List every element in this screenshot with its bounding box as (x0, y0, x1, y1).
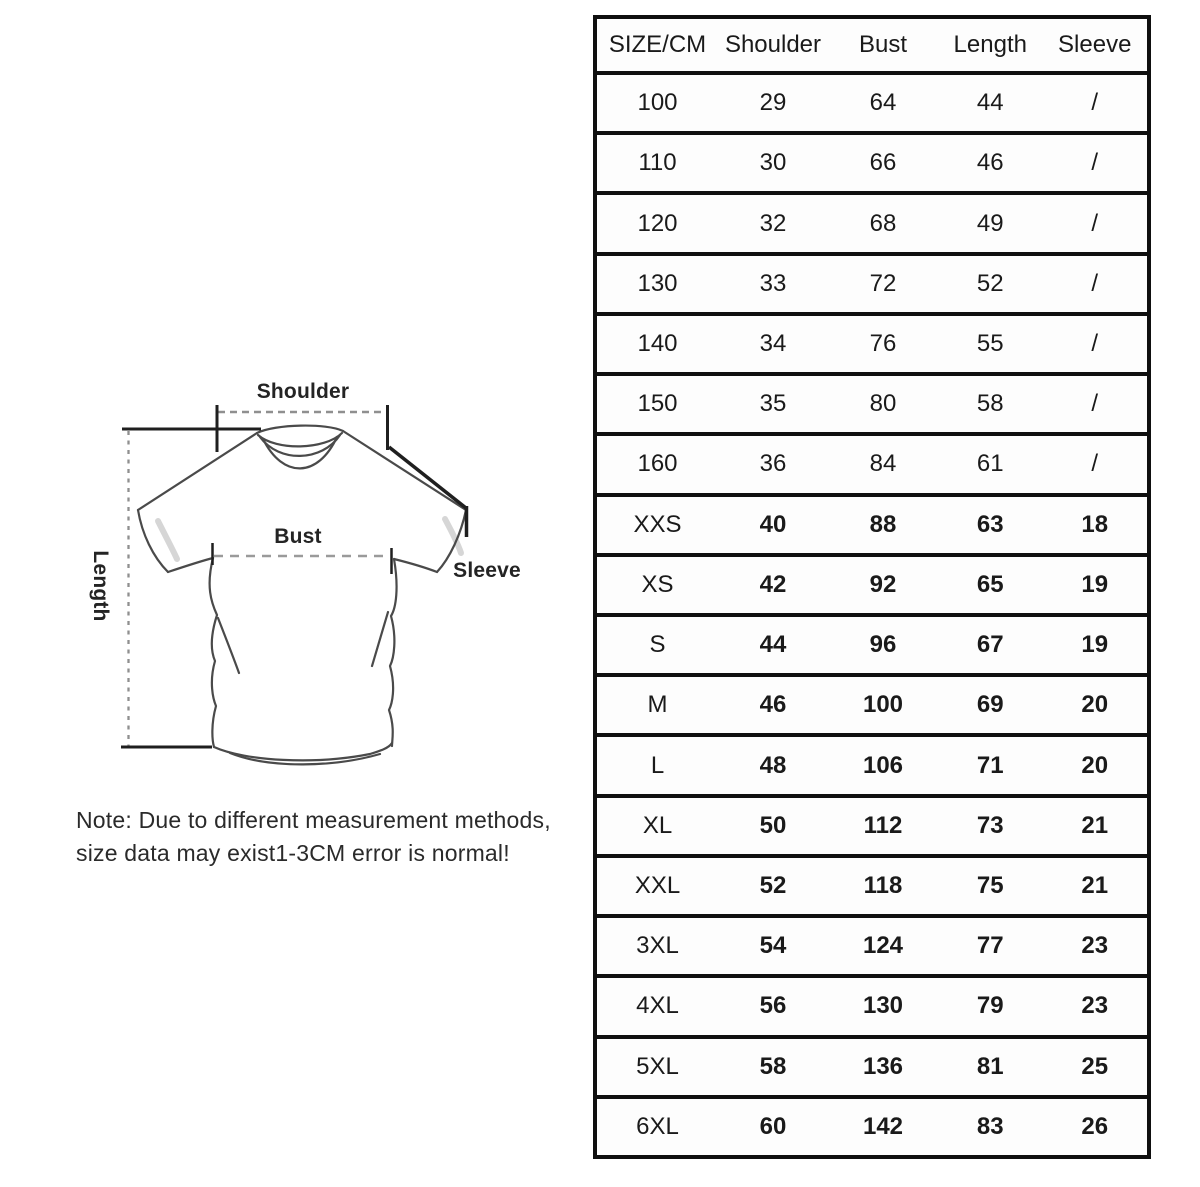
shoulder-cell: 52 (759, 871, 787, 899)
header-size: SIZE/CM (608, 31, 707, 58)
size-cell: XXS (633, 510, 682, 538)
sleeve-cell: 25 (1081, 1052, 1109, 1080)
measurement-note-line2: size data may exist1-3CM error is normal! (76, 840, 510, 866)
shoulder-cell: 50 (759, 811, 787, 839)
table-row-160 (597, 436, 1147, 496)
sleeve-cell: 18 (1081, 510, 1109, 538)
table-row-s (597, 617, 1147, 677)
length-cell: 75 (976, 871, 1004, 899)
size-cell: 4XL (636, 992, 679, 1020)
sleeve-cell: 19 (1081, 631, 1109, 659)
length-cell: 61 (976, 450, 1004, 478)
size-cell: L (650, 751, 665, 779)
sleeve-cell: 26 (1081, 1112, 1109, 1140)
table-row-120 (597, 195, 1147, 255)
size-table (593, 15, 1151, 1159)
shoulder-cell: 58 (759, 1052, 787, 1080)
sleeve-cell: / (1091, 209, 1099, 237)
bust-cell: 84 (869, 450, 897, 478)
shoulder-cell: 40 (759, 510, 787, 538)
sleeve-cell: / (1091, 329, 1099, 357)
bust-cell: 112 (863, 811, 903, 839)
sleeve-cell: / (1091, 149, 1099, 177)
shoulder-cell: 44 (759, 631, 787, 659)
length-cell: 49 (976, 209, 1004, 237)
size-cell: 150 (637, 390, 678, 418)
sleeve-label: Sleeve (453, 559, 521, 582)
sleeve-cell: 20 (1081, 751, 1109, 779)
header-bust: Bust (858, 31, 908, 58)
bust-cell: 92 (869, 570, 897, 598)
shoulder-label: Shoulder (256, 380, 350, 403)
sleeve-cell: 21 (1081, 871, 1109, 899)
size-cell: 3XL (636, 932, 679, 960)
header-length: Length (953, 31, 1027, 58)
shoulder-cell: 35 (759, 390, 787, 418)
length-cell: 81 (976, 1052, 1004, 1080)
table-row-100 (597, 75, 1147, 135)
size-cell: XL (642, 811, 673, 839)
size-cell: 140 (637, 329, 678, 357)
shoulder-cell: 30 (759, 149, 787, 177)
length-cell: 79 (976, 992, 1004, 1020)
shoulder-cell: 60 (759, 1112, 787, 1140)
size-cell: 120 (637, 209, 678, 237)
size-cell: XS (641, 570, 674, 598)
sleeve-cell: / (1091, 269, 1099, 297)
table-row-xxs (597, 497, 1147, 557)
bust-cell: 124 (862, 932, 904, 960)
sleeve-cell: 19 (1081, 570, 1109, 598)
bust-cell: 76 (869, 329, 897, 357)
bust-cell: 100 (862, 691, 904, 719)
bust-cell: 130 (862, 992, 904, 1020)
table-row-xl (597, 798, 1147, 858)
bust-cell: 106 (862, 751, 904, 779)
size-cell: 5XL (636, 1052, 679, 1080)
bust-cell: 68 (869, 209, 897, 237)
table-row-140 (597, 316, 1147, 376)
table-row-l (597, 737, 1147, 797)
sleeve-cell: / (1091, 390, 1099, 418)
size-cell: 160 (637, 450, 678, 478)
bust-cell: 118 (863, 871, 903, 899)
bust-cell: 142 (862, 1112, 904, 1140)
tshirt-outline (138, 426, 466, 765)
size-cell: M (647, 691, 668, 719)
table-row-4xl (597, 978, 1147, 1038)
table-row-5xl (597, 1039, 1147, 1099)
size-cell: 110 (638, 149, 677, 177)
length-cell: 65 (976, 570, 1004, 598)
header-sleeve: Sleeve (1058, 31, 1132, 58)
shoulder-cell: 42 (759, 570, 787, 598)
length-cell: 63 (976, 510, 1004, 538)
table-row-xs (597, 557, 1147, 617)
length-cell: 69 (976, 691, 1004, 719)
size-cell: S (649, 631, 666, 659)
size-cell: XXL (634, 871, 681, 899)
table-row-xxl (597, 858, 1147, 918)
shoulder-cell: 56 (759, 992, 787, 1020)
measurement-note (76, 804, 576, 870)
bust-cell: 96 (869, 631, 897, 659)
header-shoulder: Shoulder (724, 31, 822, 58)
bust-cell: 80 (869, 390, 897, 418)
bust-cell: 66 (869, 149, 897, 177)
shoulder-cell: 32 (759, 209, 787, 237)
bust-cell: 72 (869, 269, 897, 297)
size-cell: 100 (637, 89, 678, 117)
size-table-header (597, 19, 1147, 75)
sleeve-cell: 23 (1081, 932, 1109, 960)
length-cell: 77 (976, 932, 1004, 960)
shoulder-cell: 36 (759, 450, 787, 478)
shoulder-cell: 48 (759, 751, 787, 779)
sleeve-cell: / (1091, 450, 1099, 478)
size-cell: 6XL (636, 1112, 679, 1140)
length-cell: 52 (976, 269, 1004, 297)
length-cell: 44 (976, 89, 1004, 117)
table-row-130 (597, 256, 1147, 316)
shoulder-cell: 46 (759, 691, 787, 719)
bust-cell: 88 (869, 510, 897, 538)
length-cell: 73 (976, 811, 1004, 839)
length-cell: 46 (976, 149, 1004, 177)
length-cell: 58 (976, 390, 1004, 418)
bust-cell: 136 (862, 1052, 904, 1080)
bust-cell: 64 (869, 89, 897, 117)
shoulder-cell: 29 (759, 89, 787, 117)
table-row-150 (597, 376, 1147, 436)
sleeve-cell: 20 (1081, 691, 1109, 719)
shoulder-cell: 33 (759, 269, 787, 297)
measurement-note-line1: Note: Due to different measurement methods, (76, 807, 551, 833)
sleeve-cell: / (1091, 89, 1099, 117)
bust-label: Bust (274, 525, 322, 548)
table-row-110 (597, 135, 1147, 195)
shoulder-cell: 34 (759, 329, 787, 357)
sleeve-cell: 21 (1081, 811, 1109, 839)
table-row-m (597, 677, 1147, 737)
sleeve-cell: 23 (1081, 992, 1109, 1020)
size-cell: 130 (637, 269, 678, 297)
shoulder-cell: 54 (759, 932, 787, 960)
length-cell: 71 (976, 751, 1004, 779)
table-row-3xl (597, 918, 1147, 978)
length-label: Length (89, 550, 112, 622)
length-cell: 83 (976, 1112, 1004, 1140)
size-table-body (597, 75, 1147, 1155)
table-row-6xl (597, 1099, 1147, 1155)
length-cell: 55 (976, 329, 1004, 357)
length-cell: 67 (976, 631, 1004, 659)
